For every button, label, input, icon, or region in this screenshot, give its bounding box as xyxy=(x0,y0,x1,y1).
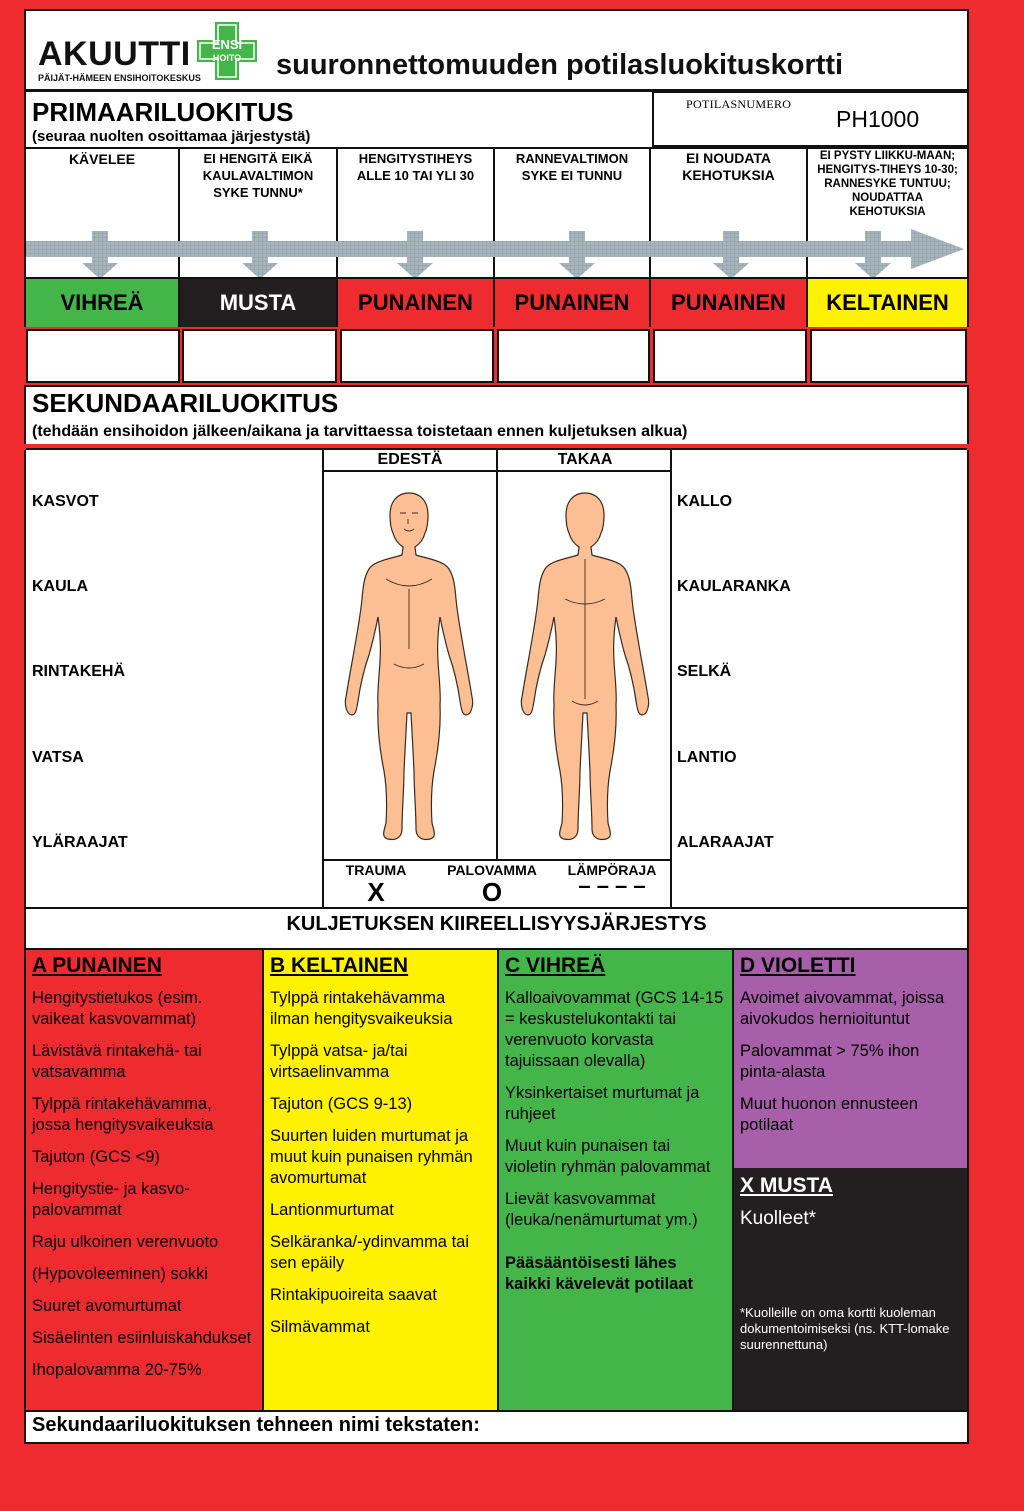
category-punainen-3[interactable]: PUNAINEN xyxy=(651,279,808,327)
region-ylaraajat[interactable]: YLÄRAAJAT xyxy=(32,834,128,851)
mark-box[interactable] xyxy=(26,329,180,383)
transport-x-text: Kuolleet* xyxy=(740,1208,817,1229)
transport-b-item: Selkäranka/-ydinvamma tai sen epäily xyxy=(270,1233,469,1272)
legend-line xyxy=(322,859,672,861)
transport-col-d xyxy=(732,948,967,1168)
transport-a-item: Hengitystietukos (esim. vaikeat kasvovammat) xyxy=(32,989,203,1028)
patient-number-value: PH1000 xyxy=(836,106,920,132)
transport-a-item: Raju ulkoinen verenvuoto xyxy=(32,1233,219,1251)
legend-lampraja-label: LÄMPÖRAJA xyxy=(567,862,657,878)
transport-d-item: Palovammat > 75% ihon pinta-alasta xyxy=(740,1042,920,1081)
transport-b-item: Rintakipuoireita saavat xyxy=(270,1286,437,1304)
mark-box[interactable] xyxy=(497,329,650,383)
transport-c-note: Pääsääntöisesti lähes kaikki kävelevät potilaat xyxy=(505,1254,694,1293)
logo-badge-bottom: HOITO xyxy=(212,53,242,63)
category-vihrea[interactable]: VIHREÄ xyxy=(26,279,180,327)
condition-text: EI PYSTY LIIKKU-MAAN; HENGITYS-TIHEYS 10-30; RANNESYKE TUNTUU; NOUDATTAA KEHOTUKSIA xyxy=(817,150,958,218)
category-punainen-2[interactable]: PUNAINEN xyxy=(495,279,651,327)
mark-box[interactable] xyxy=(340,329,494,383)
condition-text: HENGITYSTIHEYS ALLE 10 TAI YLI 30 xyxy=(356,151,475,183)
signature-label[interactable]: Sekundaariluokituksen tehneen nimi tekstaten: xyxy=(32,1414,480,1436)
transport-c-item: Kalloaivovammat (GCS 14-15 = keskustelukontakti tai verenvuoto korvasta tajuissaan olevalla) xyxy=(505,989,724,1070)
category-punainen-1[interactable]: PUNAINEN xyxy=(338,279,495,327)
transport-a-item: Hengitystie- ja kasvo-palovammat xyxy=(32,1180,190,1219)
transport-a-item: Sisäelinten esiinluiskahdukset xyxy=(32,1329,252,1347)
front-back-divider xyxy=(496,448,498,861)
logo-subtitle: PÄIJÄT-HÄMEEN ENSIHOITOKESKUS xyxy=(38,73,201,83)
transport-b-item: Silmävammat xyxy=(270,1318,370,1336)
transport-b-item: Suurten luiden murtumat ja muut kuin punaisen ryhmän avomurtumat xyxy=(270,1127,473,1187)
transport-c-item: Muut kuin punaisen tai violetin ryhmän palovammat xyxy=(505,1137,711,1176)
condition-text: EI HENGITÄ EIKÄ KAULAVALTIMON SYKE TUNNU* xyxy=(202,151,314,200)
transport-col-x xyxy=(732,1168,967,1412)
region-selka[interactable]: SELKÄ xyxy=(677,663,732,680)
transport-col-b xyxy=(262,948,497,1412)
transport-a-item: Lävistävä rintakehä- tai vatsavamma xyxy=(32,1042,202,1081)
legend-trauma-symbol: X xyxy=(367,877,385,907)
transport-b-item: Tylppä vatsa- ja/tai virtsaelinvamma xyxy=(270,1042,408,1081)
secondary-top-line xyxy=(26,385,967,387)
legend-trauma-label: TRAUMA xyxy=(345,862,407,878)
condition-text: RANNEVALTIMON SYKE EI TUNNU xyxy=(515,151,629,183)
region-lantio[interactable]: LANTIO xyxy=(677,749,737,766)
transport-b-heading: B KELTAINEN xyxy=(270,954,409,977)
secondary-title: SEKUNDAARILUOKITUS xyxy=(32,388,339,418)
primary-title: PRIMAARILUOKITUS xyxy=(32,97,294,127)
transport-title: KULJETUKSEN KIIREELLISYYSJÄRJESTYS xyxy=(286,913,707,935)
region-rintakeha[interactable]: RINTAKEHÄ xyxy=(32,663,126,680)
transport-top-line xyxy=(26,907,967,909)
condition-text: EI NOUDATA KEHOTUKSIA xyxy=(682,150,775,183)
transport-d-heading: D VIOLETTI xyxy=(740,954,856,977)
region-kaula[interactable]: KAULA xyxy=(32,578,88,595)
transport-c-item: Lievät kasvovammat (leuka/nenämurtumat ym.) xyxy=(505,1190,698,1229)
logo-badge-top: ENSI xyxy=(211,37,243,52)
column-head-line xyxy=(322,470,672,472)
transport-a-item: Tajuton (GCS <9) xyxy=(32,1148,160,1166)
front-body-figure[interactable] xyxy=(344,489,474,849)
card-title: suuronnettomuuden potilasluokituskortti xyxy=(276,49,844,81)
legend-palovamma-label: PALOVAMMA xyxy=(447,862,537,878)
footer-line xyxy=(26,1410,967,1412)
legend-lampraja-symbol: – – – – xyxy=(578,873,646,898)
transport-a-item: Tylppä rintakehävamma, jossa hengitysvaikeuksia xyxy=(32,1095,214,1134)
transport-a-item: Suuret avomurtumat xyxy=(32,1297,182,1315)
patient-number-label: POTILASNUMERO xyxy=(686,97,792,111)
transport-x-note: *Kuolleille on oma kortti kuoleman dokumentoimiseksi (ns. KTT-lomake suurennettuna) xyxy=(740,1305,950,1352)
condition-text: KÄVELEE xyxy=(68,151,136,167)
mark-box[interactable] xyxy=(810,329,967,383)
transport-b-item: Lantionmurtumat xyxy=(270,1201,394,1219)
transport-col-c xyxy=(497,948,732,1412)
triage-card xyxy=(24,9,969,1444)
sequence-arrow xyxy=(26,221,967,281)
mark-box[interactable] xyxy=(182,329,337,383)
region-kallo[interactable]: KALLO xyxy=(677,493,733,510)
region-kasvot[interactable]: KASVOT xyxy=(32,493,99,510)
sequence-arrow-shaft xyxy=(26,229,964,269)
transport-a-item: Ihopalovamma 20-75% xyxy=(32,1361,202,1379)
transport-x-heading: X MUSTA xyxy=(740,1174,833,1197)
primary-subtitle: (seuraa nuolten osoittamaa järjestystä) xyxy=(32,128,311,145)
transport-col-a xyxy=(26,948,262,1412)
mark-box[interactable] xyxy=(653,329,807,383)
region-kaularanka[interactable]: KAULARANKA xyxy=(677,578,791,595)
region-alaraajat[interactable]: ALARAAJAT xyxy=(677,834,774,851)
back-label: TAKAA xyxy=(557,451,613,468)
transport-b-item: Tylppä rintakehävamma ilman hengitysvaikeuksia xyxy=(270,989,453,1028)
transport-c-heading: C VIHREÄ xyxy=(505,954,606,977)
back-body-figure[interactable] xyxy=(520,489,650,849)
transport-d-item: Avoimet aivovammat, joissa aivokudos hernioituntut xyxy=(740,989,945,1028)
logo-name: AKUUTTI xyxy=(38,35,191,73)
transport-c-item: Yksinkertaiset murtumat ja ruhjeet xyxy=(505,1084,700,1123)
ensihoito-cross-logo xyxy=(194,19,260,83)
transport-d-item: Muut huonon ennusteen potilaat xyxy=(740,1095,918,1134)
category-keltainen[interactable]: KELTAINEN xyxy=(808,279,967,327)
region-vatsa[interactable]: VATSA xyxy=(32,749,84,766)
secondary-subtitle: (tehdään ensihoidon jälkeen/aikana ja tarvittaessa toistetaan ennen kuljetuksen alkua) xyxy=(32,423,688,440)
transport-a-item: (Hypovoleeminen) sokki xyxy=(32,1265,209,1283)
transport-a-heading: A PUNAINEN xyxy=(32,954,162,977)
category-musta[interactable]: MUSTA xyxy=(180,279,338,327)
front-label: EDESTÄ xyxy=(377,451,443,468)
legend-palovamma-symbol: O xyxy=(481,877,503,907)
transport-b-item: Tajuton (GCS 9-13) xyxy=(270,1095,413,1113)
